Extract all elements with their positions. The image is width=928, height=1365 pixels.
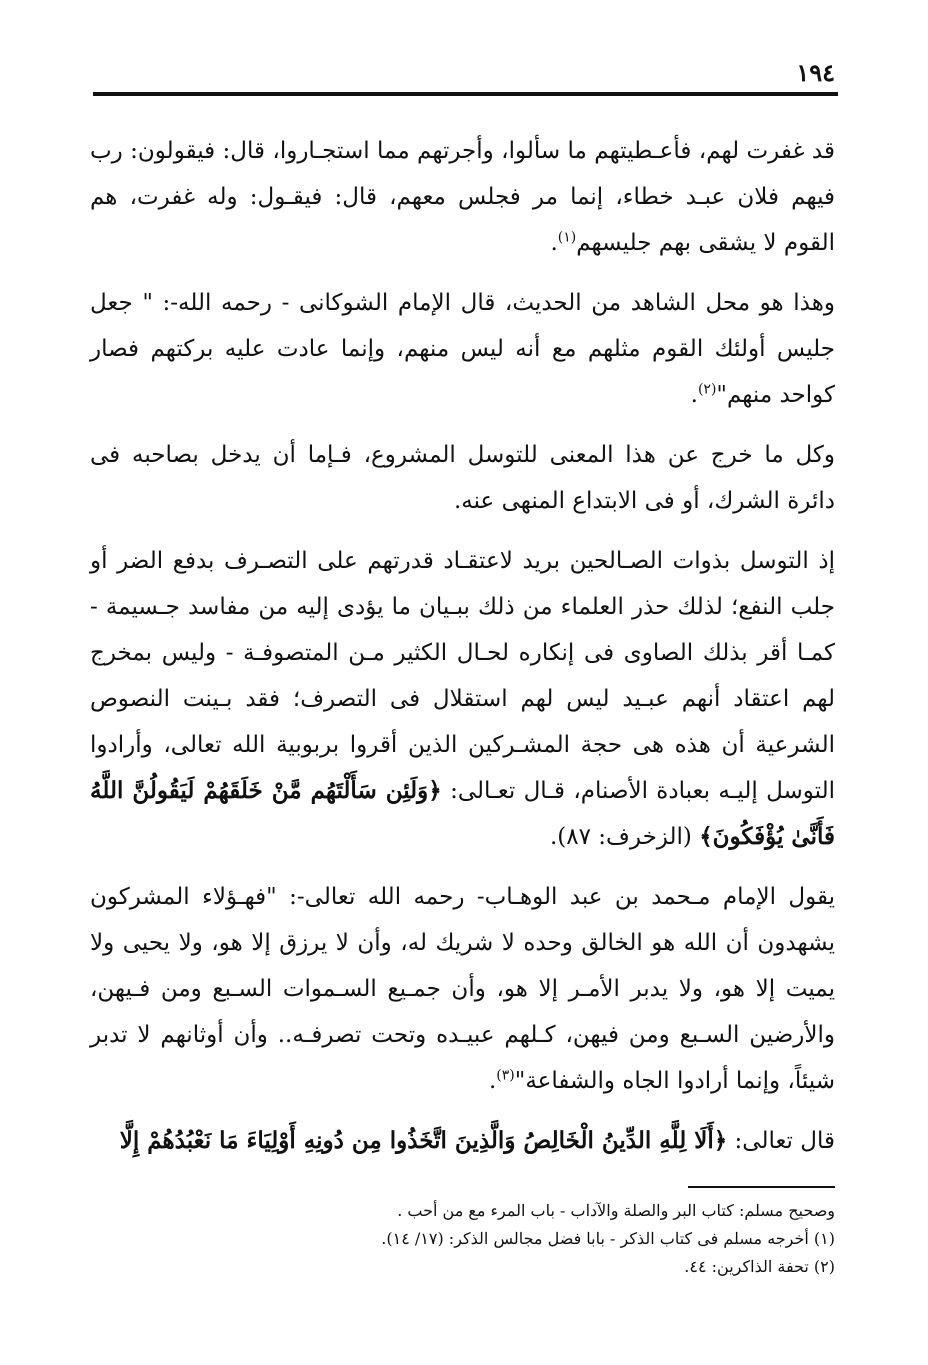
footnote-rule <box>688 1186 835 1188</box>
footnote-ref: (٣) <box>496 1067 515 1084</box>
footnote: وصحيح مسلم: كتاب البر والصلة والآداب - باب المرء مع من أحب . <box>397 1201 835 1220</box>
verse-reference: (الزخرف: ٨٧). <box>549 824 692 850</box>
footnote-ref: (١) <box>557 229 577 246</box>
footnotes <box>90 1197 835 1281</box>
header-rule <box>93 92 838 96</box>
footnote: (١) أخرجه مسلم فى كتاب الذكر - بابا فضل مجالس الذكر: (١٧/ ١٤). <box>381 1229 835 1248</box>
paragraph: إذ التوسل بذوات الصـالحين بريد لاعتقـاد قدرتهم على التصـرف بدفع الضر أو جلب النفع؛ لذلك حذر العلماء من ذلك ببـيان ما يؤدى إليه من مفاسد جـسيمة - كمـا أقر بذلك الصاوى فى إنكاره لحـال الكثير مـن المتصوفـة - وليس بمخرج لهم اعتقاد أنهم عبـيد ليس لهم استقلال فى التصرف؛ فقد بـينت النصوص الشرعية أن هذه هى حجة المشـركين الذين أقروا بربوبية الله تعالى، وأرادوا التوسل إليـه بعبادة الأصنام، قـال تعـالى: ﴿وَلَئِن سَأَلْتَهُم مَّنْ خَلَقَهُمْ لَيَقُولُنَّ اللَّهُ فَأَنَّىٰ يُؤْفَكُونَ﴾ (الزخرف: ٨٧). <box>90 548 835 850</box>
page-number: ١٩٤ <box>796 58 835 87</box>
paragraph: قال تعالى: ﴿أَلَا لِلَّهِ الدِّينُ الْخَالِصُ وَالَّذِينَ اتَّخَذُوا مِن دُونِهِ أَوْلِيَاءَ مَا نَعْبُدُهُمْ إِلَّا <box>119 1127 835 1154</box>
page-body <box>90 128 835 1178</box>
paragraph: قد غفرت لهم، فأعـطيتهم ما سألوا، وأجرتهم مما استجـاروا، قال: فيقولون: رب فيهم فلان عبـد خطاء، إنما مر فجلس معهم، قال: فيقـول: وله غفرت، هم القوم لا يشقى بهم جليسهم$^{(١)}$. <box>90 138 835 256</box>
footnote-ref: (٢) <box>697 381 717 398</box>
quran-verse: ﴿وَلَئِن سَأَلْتَهُم مَّنْ خَلَقَهُمْ لَيَقُولُنَّ اللَّهُ فَأَنَّىٰ يُؤْفَكُونَ﴾ <box>90 777 835 850</box>
paragraph: وكل ما خرج عن هذا المعنى للتوسل المشروع، فـإما أن يدخل بصاحبه فى دائرة الشرك، أو فى الابتداع المنهى عنه. <box>90 442 835 514</box>
paragraph: وهذا هو محل الشاهد من الحديث، قال الإمام الشوكانى - رحمه الله-: " جعل جليس أولئك القوم مثلهم مع أنه ليس منهم، وإنما عادت عليه بركتهم فصار كواحد منهم"$^{(٢)}$. <box>90 290 835 408</box>
footnote: (٢) تحفة الذاكرين: ٤٤. <box>684 1257 835 1276</box>
paragraph: يقول الإمام مـحمد بن عبد الوهـاب- رحمه الله تعالى-: "فهـؤلاء المشركون يشهدون أن الله هو الخالق وحده لا شريك له، وأن لا يرزق إلا هو، ولا يحيى ولا يميت إلا هو، ولا يدبر الأمـر إلا هو، وأن جمـيع السـموات السـبع ومن فـيهن، والأرضين السـبع ومن فيهن، كـلهم عبيـده وتحت تصرفـه.. وأن أوثانهم لا تدبر شيئاً، وإنما أرادوا الجاه والشفاعة"$^{(٣)}$. <box>90 884 835 1094</box>
quran-verse: ﴿أَلَا لِلَّهِ الدِّينُ الْخَالِصُ وَالَّذِينَ اتَّخَذُوا مِن دُونِهِ أَوْلِيَاءَ مَا نَعْبُدُهُمْ إِلَّا <box>119 1127 728 1154</box>
